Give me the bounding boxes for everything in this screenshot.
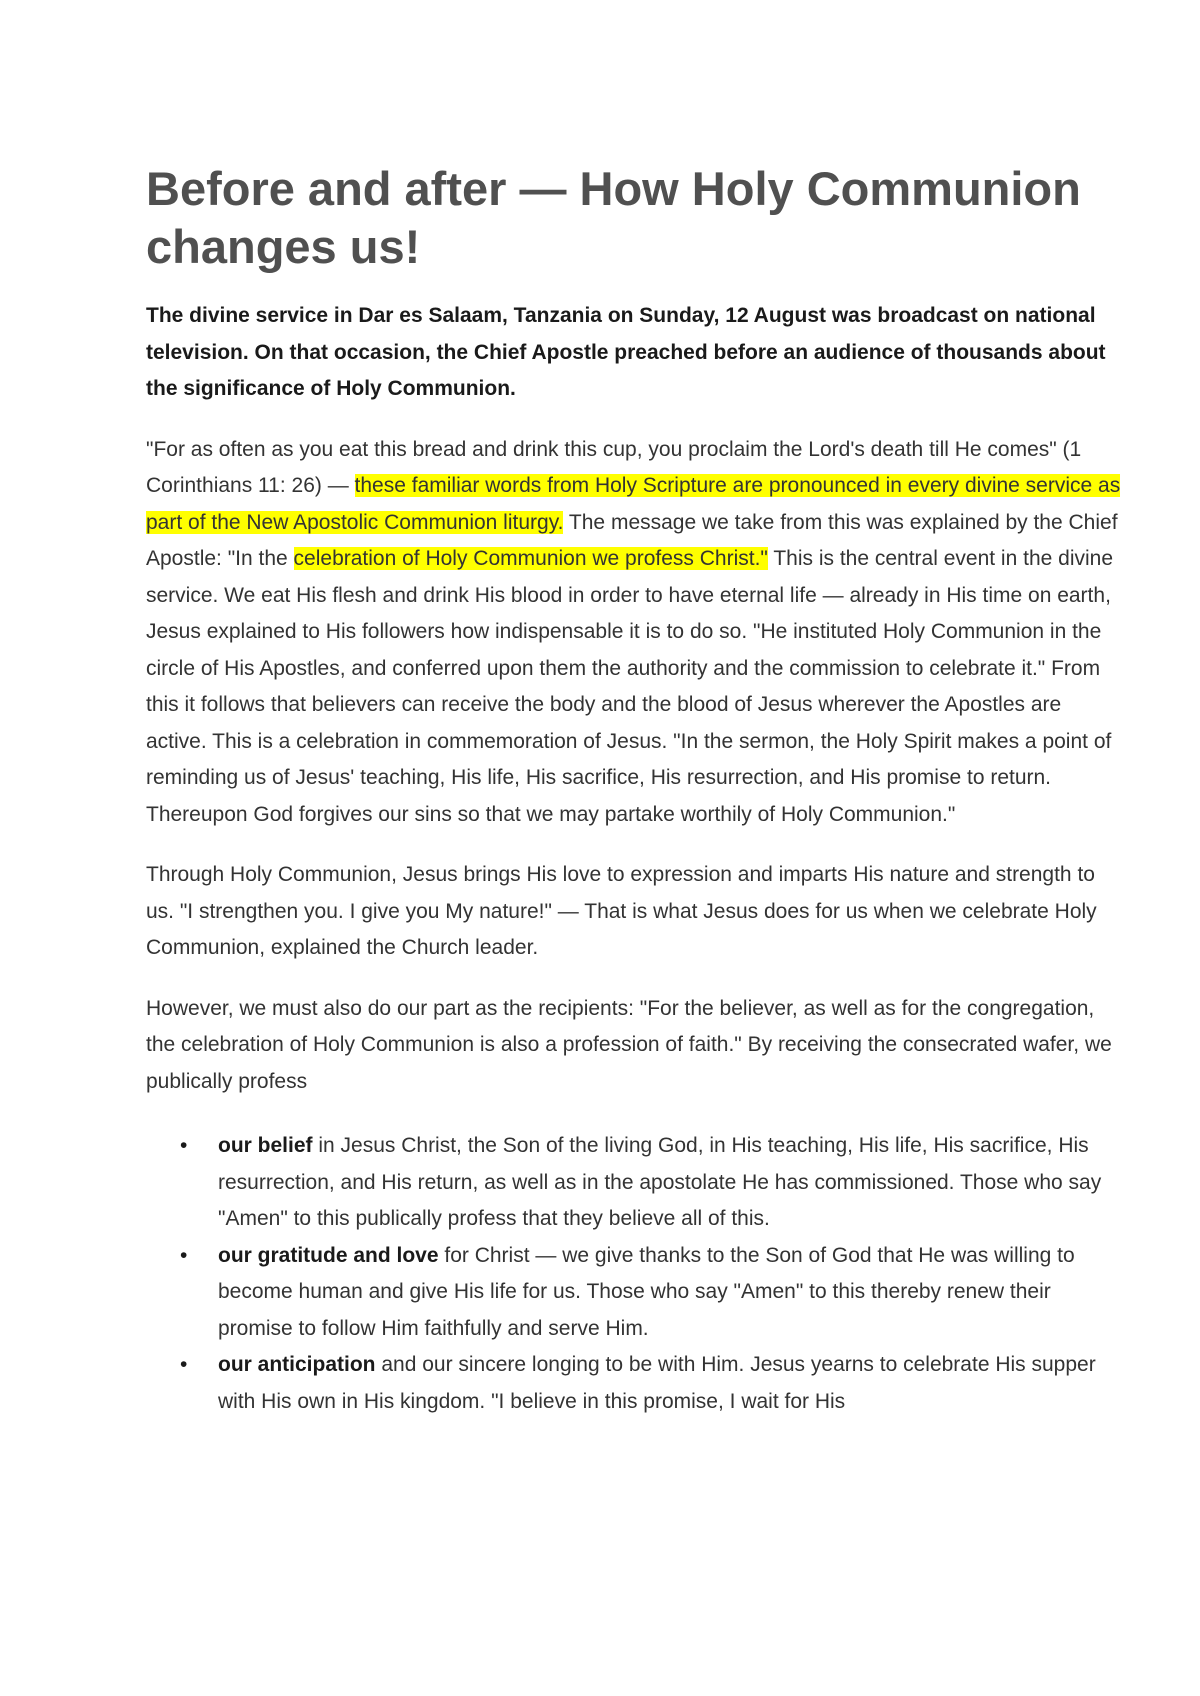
document-page bbox=[146, 160, 1121, 1420]
paragraph-text: The message we take from this was explained by the Chief Apostle: "In the bbox=[146, 510, 1118, 570]
list-item-heading: our gratitude and love bbox=[218, 1243, 439, 1267]
document-title: Before and after — How Holy Communion changes us! bbox=[146, 162, 1081, 273]
list-item bbox=[146, 1238, 1121, 1348]
bullet-icon: • bbox=[180, 1353, 188, 1376]
bullet-icon: • bbox=[180, 1134, 188, 1157]
highlighted-text: these familiar words from Holy Scripture are pronounced in every divine service as part of the New Apostolic Communion liturgy. bbox=[146, 474, 1121, 534]
list-item-text: in Jesus Christ, the Son of the living God, in His teaching, His life, His sacrifice, His resurrection, and His return, as well as in the apostolate He has commissioned. Those who say "Amen" to this publically profess that they believe all of this. bbox=[218, 1134, 1102, 1230]
lead-paragraph: The divine service in Dar es Salaam, Tanzania on Sunday, 12 August was broadcast on national television. On that occasion, the Chief Apostle preached before an audience of thousands about the significance of Holy Communion. bbox=[146, 304, 1106, 400]
bullet-icon: • bbox=[180, 1243, 188, 1267]
list-item-text: for Christ — we give thanks to the Son of God that He was willing to become human and give His life for us. Those who say "Amen" to this thereby renew their promise to follow Him faithfully and serve Him. bbox=[218, 1243, 1075, 1340]
list-item-heading: our anticipation bbox=[218, 1353, 376, 1376]
body-paragraph-2: Through Holy Communion, Jesus brings His love to expression and imparts His nature and strength to us. "I strengthen you. I give you My nature!" — That is what Jesus does for us when we celebrate Holy Communion, explained the Church leader. bbox=[146, 863, 1097, 959]
list-item-heading: our belief bbox=[218, 1134, 313, 1157]
list-item bbox=[146, 1128, 1121, 1238]
highlighted-text: celebration of Holy Communion we profess Christ." bbox=[293, 547, 768, 570]
profession-list bbox=[146, 1128, 1121, 1420]
body-paragraph-1 bbox=[146, 432, 1121, 834]
paragraph-text: This is the central event in the divine service. We eat His flesh and drink His blood in order to have eternal life — already in His time on earth, Jesus explained to His followers how indispensable it is to do so. "He instituted Holy Communion in the circle of His Apostles, and conferred upon them the authority and the commission to celebrate it." From this it follows that believers can receive the body and the blood of Jesus wherever the Apostles are active. This is a celebration in commemoration of Jesus. "In the sermon, the Holy Spirit makes a point of reminding us of Jesus' teaching, His life, His sacrifice, His resurrection, and His promise to return. Thereupon God forgives our sins so that we may partake worthily of Holy Communion." bbox=[146, 547, 1114, 826]
list-item bbox=[146, 1347, 1121, 1420]
paragraph-text: "For as often as you eat this bread and drink this cup, you proclaim the Lord's death till He comes" (1 Corinthians 11: 26) — bbox=[146, 437, 1082, 497]
list-item-text: and our sincere longing to be with Him. Jesus yearns to celebrate His supper with His own in His kingdom. "I believe in this promise, I wait for His bbox=[218, 1353, 1096, 1413]
body-paragraph-3: However, we must also do our part as the recipients: "For the believer, as well as for the congregation, the celebration of Holy Communion is also a profession of faith." By receiving the consecrated wafer, we publically profess bbox=[146, 996, 1112, 1093]
